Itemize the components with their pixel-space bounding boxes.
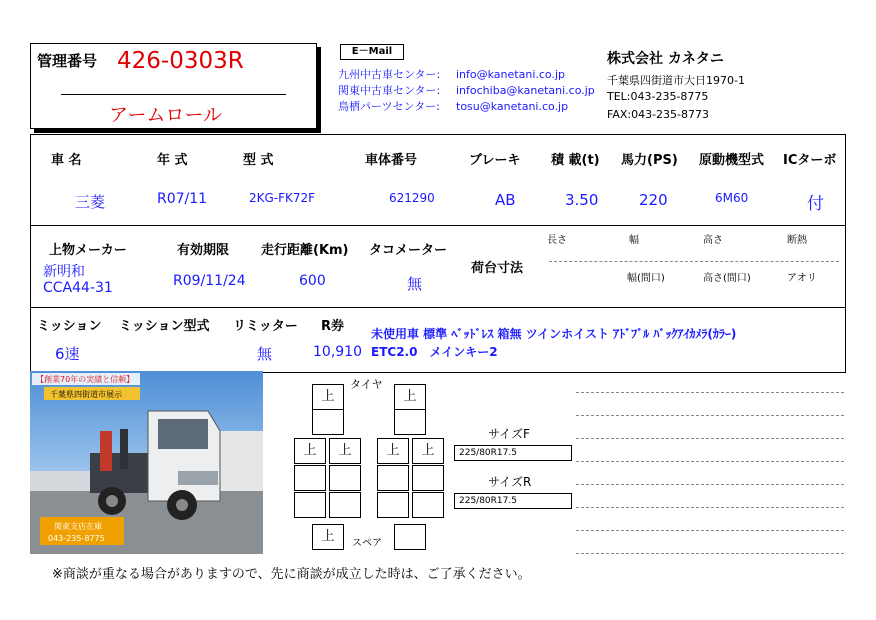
tire-rear-5 xyxy=(294,465,326,491)
header-year: 年 式 xyxy=(157,153,188,168)
tire-front-right-2 xyxy=(394,409,426,435)
tire-rear-3: 上 xyxy=(377,438,409,464)
value-maker: 新明和 xyxy=(43,264,85,280)
value-maker-model: CCA44-31 xyxy=(43,280,113,296)
email-link[interactable]: info@kanetani.co.jp xyxy=(456,68,565,81)
tire-rear-8 xyxy=(412,465,444,491)
dim-width-opening: 幅(間口) xyxy=(627,273,665,284)
value-engine: 6M60 xyxy=(715,191,749,205)
header-mileage: 走行距離(Km) xyxy=(261,243,349,258)
tire-label: タイヤ xyxy=(350,378,383,391)
email-header: E－Mail xyxy=(340,44,404,60)
management-label: 管理番号 xyxy=(37,52,98,70)
management-box xyxy=(30,43,317,129)
dim-length: 長さ xyxy=(547,235,567,246)
tire-rear-12 xyxy=(412,492,444,518)
value-tachometer: 無 xyxy=(407,275,423,293)
value-year: R07/11 xyxy=(157,191,208,207)
value-limiter: 無 xyxy=(257,345,273,363)
tire-rear-11 xyxy=(377,492,409,518)
header-bed-dimensions: 荷台寸法 xyxy=(471,261,524,276)
dim-height: 高さ xyxy=(703,235,723,246)
value-r-ticket: 10,910 xyxy=(313,344,362,360)
divider xyxy=(61,94,286,95)
size-r-label: サイズR xyxy=(488,475,532,489)
spec-table xyxy=(30,134,846,373)
center-name: 関東中古車センター: xyxy=(338,84,441,97)
company-name: 株式会社 カネタニ xyxy=(607,51,724,67)
value-chassis: 621290 xyxy=(389,191,435,205)
header-mission: ミッション xyxy=(37,319,102,334)
dim-width: 幅 xyxy=(629,235,639,246)
value-turbo: 付 xyxy=(807,194,824,214)
notes-line1: 未使用車 標準 ﾍﾞｯﾄﾞﾚｽ 箱無 ツインホイスト ｱﾄﾞﾌﾞﾙ ﾊﾞｯｸｱｲｶﾒﾗ(ｶﾗｰ) xyxy=(371,327,737,341)
email-row xyxy=(338,98,568,114)
value-load: 3.50 xyxy=(565,191,599,209)
header-mission-type: ミッション型式 xyxy=(119,319,210,334)
center-name: 九州中古車センター: xyxy=(338,68,441,81)
header-horsepower: 馬力(PS) xyxy=(621,153,678,168)
dim-side-gate: アオリ xyxy=(787,273,817,284)
header-body-maker: 上物メーカー xyxy=(49,243,127,258)
center-name: 鳥栖パーツセンター: xyxy=(338,100,440,113)
tire-rear-4: 上 xyxy=(412,438,444,464)
notes-line2: ETC2.0 メインキー2 xyxy=(371,345,498,359)
header-engine: 原動機型式 xyxy=(699,153,765,168)
tire-front-left: 上 xyxy=(312,384,344,410)
tire-front-left-2 xyxy=(312,409,344,435)
company-address: 千葉県四街道市大日1970-1 xyxy=(607,74,745,87)
header-expiry: 有効期限 xyxy=(177,243,230,258)
photo-banner-branch: 関東支店在庫 xyxy=(54,522,102,531)
body-type: アームロール xyxy=(109,104,223,126)
value-horsepower: 220 xyxy=(639,191,668,209)
header-r-ticket: R券 xyxy=(321,319,345,334)
tire-spare-left: 上 xyxy=(312,524,344,550)
email-link[interactable]: infochiba@kanetani.co.jp xyxy=(456,84,595,97)
tire-rear-10 xyxy=(329,492,361,518)
footer-notice: ※商談が重なる場合がありますので、先に商談が成立した時は、ご了承ください。 xyxy=(52,567,531,582)
photo-banner-top: 【創業70年の実績と信頼】 xyxy=(36,375,135,384)
tire-rear-1: 上 xyxy=(294,438,326,464)
tire-rear-2: 上 xyxy=(329,438,361,464)
value-expiry: R09/11/24 xyxy=(173,273,246,289)
header-limiter: リミッター xyxy=(233,319,298,334)
company-fax: FAX:043-235-8773 xyxy=(607,108,710,121)
size-f-value: 225/80R17.5 xyxy=(454,445,572,461)
email-row xyxy=(338,82,595,98)
email-link[interactable]: tosu@kanetani.co.jp xyxy=(456,100,569,113)
dim-height-opening: 高さ(間口) xyxy=(703,273,751,284)
header-load: 積 載(t) xyxy=(551,153,600,168)
dim-insulation: 断熱 xyxy=(787,235,807,246)
header-tachometer: タコメーター xyxy=(369,243,448,258)
size-r-value: 225/80R17.5 xyxy=(454,493,572,509)
header-brake: ブレーキ xyxy=(469,153,521,168)
management-number: 426-0303R xyxy=(117,48,244,74)
value-mission: 6速 xyxy=(55,345,80,363)
tire-front-right: 上 xyxy=(394,384,426,410)
tire-spare-right xyxy=(394,524,426,550)
value-brake: AB xyxy=(495,191,516,209)
photo-banner-phone: 043-235-8775 xyxy=(48,534,105,543)
value-car-name: 三菱 xyxy=(75,193,106,211)
vehicle-photo xyxy=(30,371,263,554)
tire-rear-9 xyxy=(294,492,326,518)
tire-rear-7 xyxy=(377,465,409,491)
size-f-label: サイズF xyxy=(488,427,530,441)
header-model: 型 式 xyxy=(243,153,274,168)
value-mileage: 600 xyxy=(299,273,326,289)
tire-rear-6 xyxy=(329,465,361,491)
value-model: 2KG-FK72F xyxy=(249,191,316,205)
company-tel: TEL:043-235-8775 xyxy=(607,90,709,103)
header-car-name: 車 名 xyxy=(51,153,82,168)
email-row xyxy=(338,66,565,82)
header-chassis: 車体番号 xyxy=(365,153,418,168)
spare-label: スペア xyxy=(352,538,382,549)
photo-banner-sub: 千葉県四街道市展示 xyxy=(50,390,122,399)
header-turbo: ICターボ xyxy=(783,153,837,168)
